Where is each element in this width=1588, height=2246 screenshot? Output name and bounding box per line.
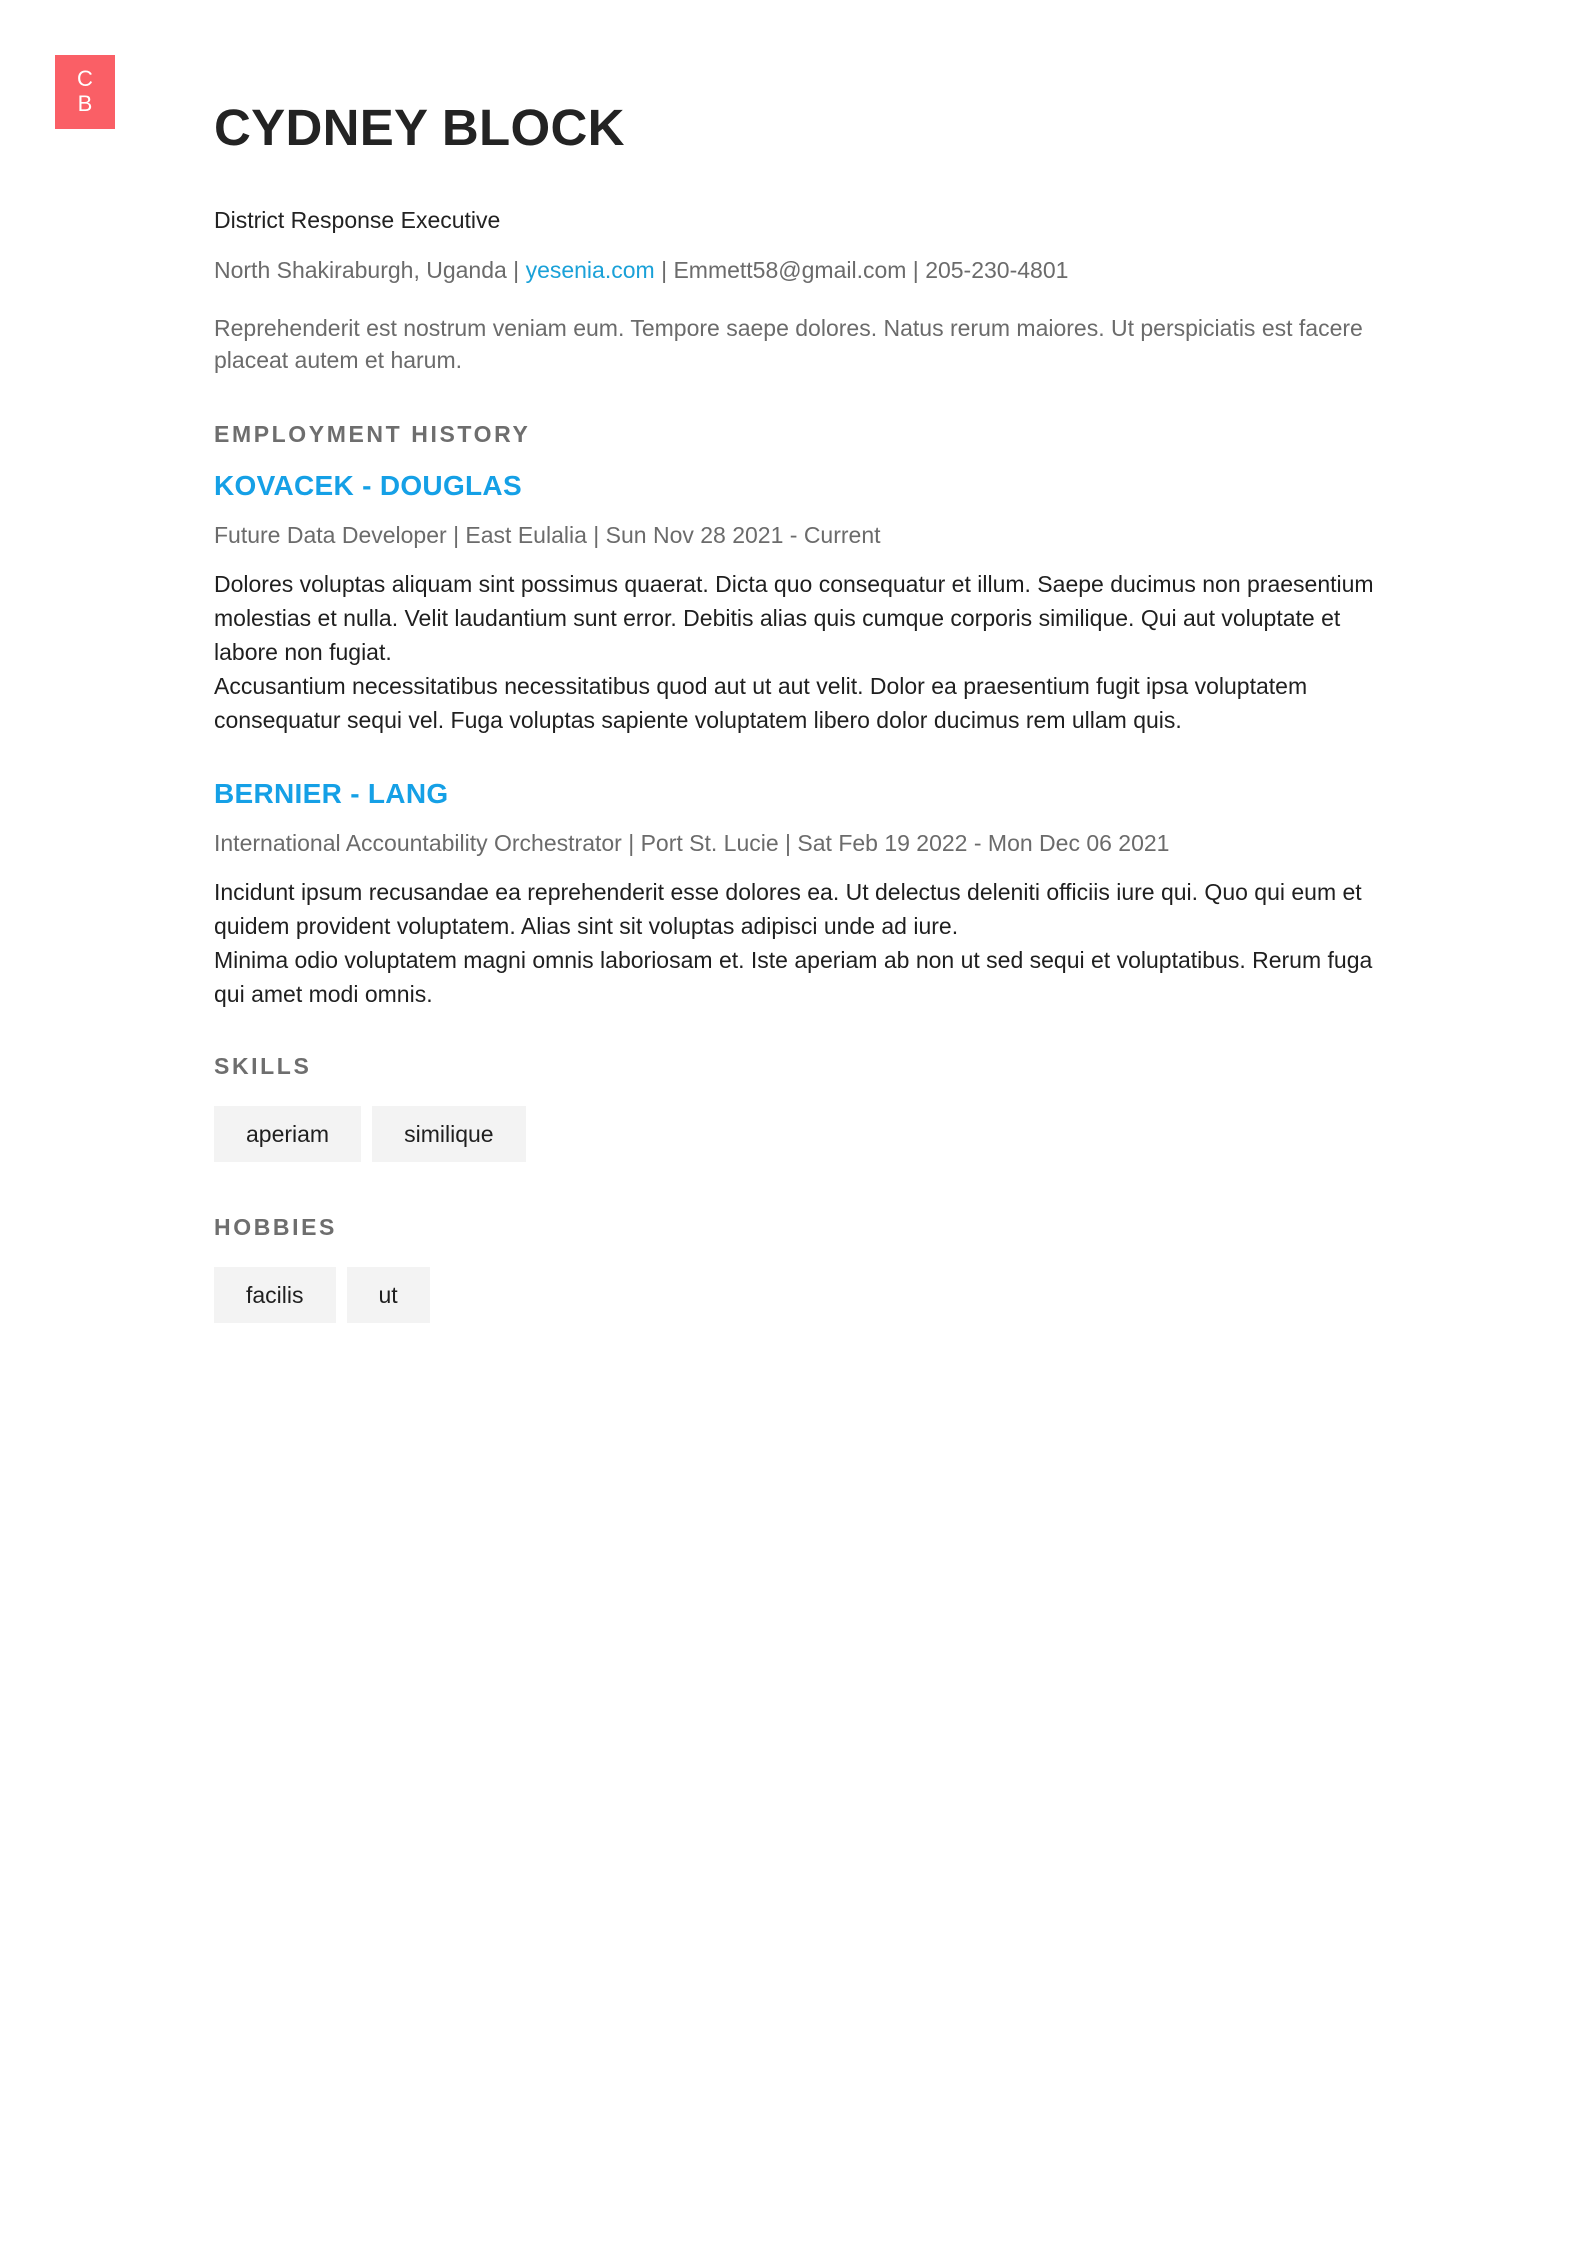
job-description-paragraph: Incidunt ipsum recusandae ea reprehenderit esse dolores ea. Ut delectus deleniti officiis iure qui. Quo qui eum et quidem provident voluptatem. Alias sint sit voluptas adipisci unde ad iure. xyxy=(214,879,1362,939)
job-company: BERNIER - LANG xyxy=(214,778,449,809)
skill-tag: aperiam xyxy=(214,1106,361,1162)
job-description-paragraph: Dolores voluptas aliquam sint possimus quaerat. Dicta quo consequatur et illum. Saepe ducimus non praesentium molestias et nulla. Velit laudantium sunt error. Debitis alias quis cumque corporis similique. Qui aut voluptate et labore non fugiat. xyxy=(214,571,1374,665)
separator: | xyxy=(654,257,674,283)
separator: | xyxy=(906,257,926,283)
website-link[interactable]: yesenia.com xyxy=(525,257,655,283)
monogram-badge xyxy=(55,55,115,129)
job-description xyxy=(214,875,1394,1011)
location: North Shakiraburgh, Uganda xyxy=(214,257,507,283)
candidate-name: CYDNEY BLOCK xyxy=(214,99,625,156)
skills-heading: SKILLS xyxy=(214,1053,312,1079)
hobby-tag: ut xyxy=(347,1267,430,1323)
hobbies-heading: HOBBIES xyxy=(214,1214,337,1240)
contact-line xyxy=(214,257,1068,284)
monogram-initial-last: B xyxy=(77,91,93,116)
hobbies-list xyxy=(214,1267,430,1323)
email: Emmett58@gmail.com xyxy=(673,257,907,283)
skill-tag: similique xyxy=(372,1106,525,1162)
job-description-paragraph: Accusantium necessitatibus necessitatibus quod aut ut aut velit. Dolor ea praesentium fugit ipsa voluptatem consequatur sequi vel. Fuga voluptas sapiente voluptatem libero dolor ducimus rem ullam quis. xyxy=(214,673,1308,733)
job-meta: Future Data Developer | East Eulalia | Sun Nov 28 2021 - Current xyxy=(214,522,881,548)
hobby-tag: facilis xyxy=(214,1267,336,1323)
monogram-initial-first: C xyxy=(77,66,93,91)
job-description-paragraph: Minima odio voluptatem magni omnis laboriosam et. Iste aperiam ab non ut sed sequi et voluptatibus. Rerum fuga qui amet modi omnis. xyxy=(214,947,1373,1007)
job-company: KOVACEK - DOUGLAS xyxy=(214,470,522,501)
phone: 205-230-4801 xyxy=(925,257,1069,283)
skills-list xyxy=(214,1106,526,1162)
separator: | xyxy=(506,257,526,283)
employment-history-heading: EMPLOYMENT HISTORY xyxy=(214,421,531,447)
job-title: District Response Executive xyxy=(214,207,501,233)
job-meta: International Accountability Orchestrator | Port St. Lucie | Sat Feb 19 2022 - Mon Dec 06 2021 xyxy=(214,830,1170,856)
job-description xyxy=(214,567,1394,737)
profile-summary: Reprehenderit est nostrum veniam eum. Tempore saepe dolores. Natus rerum maiores. Ut perspiciatis est facere placeat autem et harum. xyxy=(214,315,1363,373)
